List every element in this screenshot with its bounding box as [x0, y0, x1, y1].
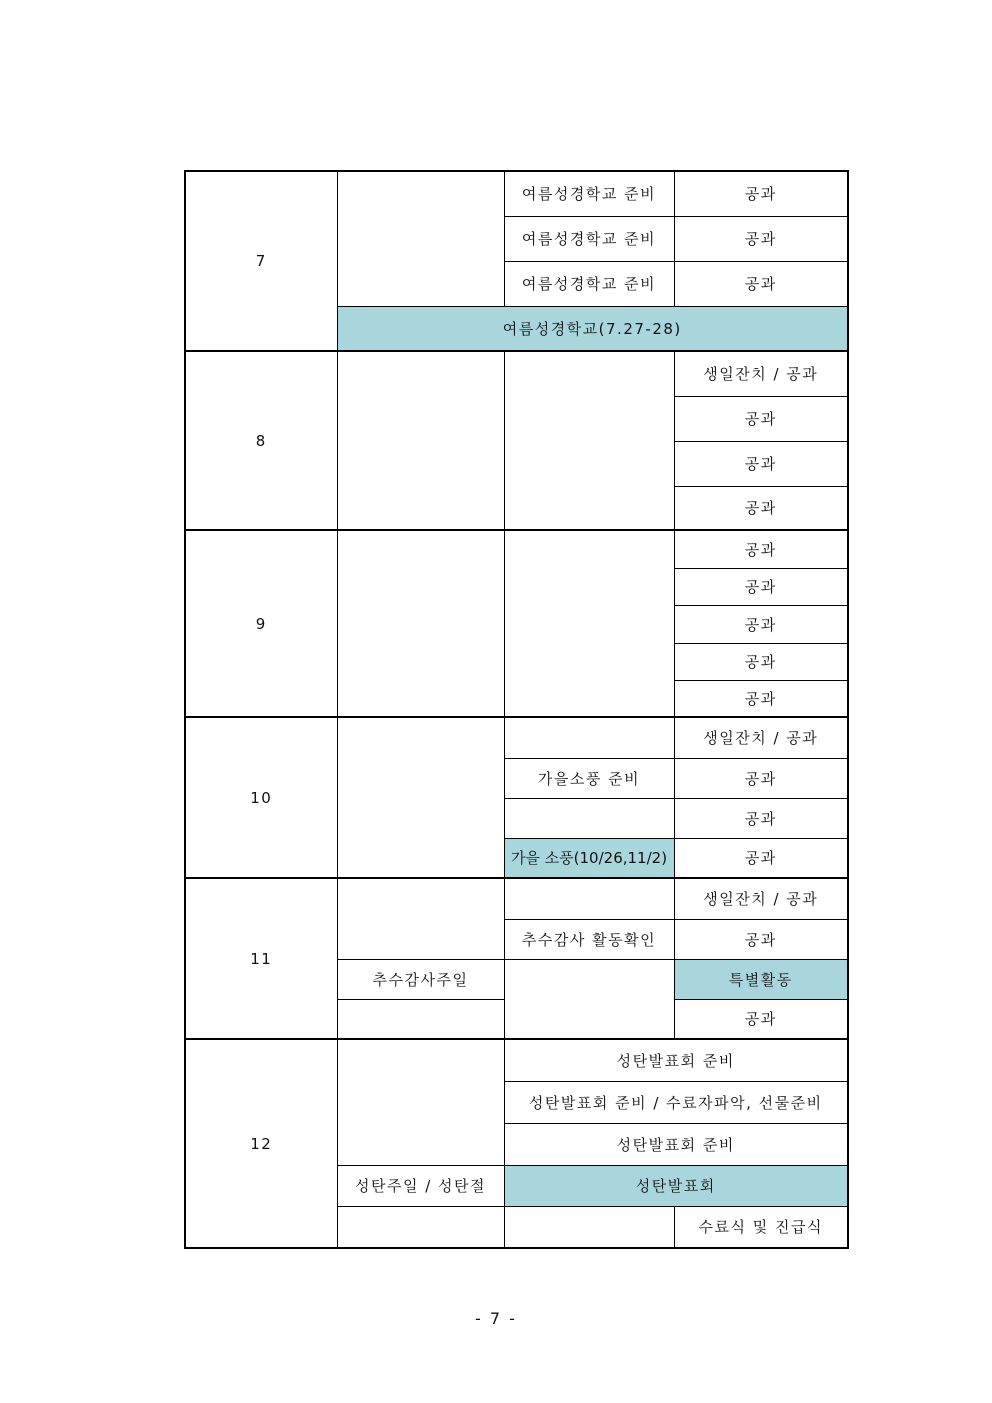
- month-cell-oct: 10: [185, 717, 337, 878]
- lesson-cell: 생일잔치 / 공과: [674, 878, 848, 919]
- lesson-cell: 공과: [674, 999, 848, 1039]
- sunday-cell: 성탄주일 / 성탄절: [337, 1165, 504, 1206]
- sunday-cell: [337, 171, 504, 306]
- sunday-cell: [337, 351, 504, 530]
- lesson-cell: 공과: [674, 441, 848, 486]
- lesson-cell: 공과: [674, 643, 848, 680]
- table-row: [185, 171, 848, 216]
- table-row: [185, 1039, 848, 1081]
- lesson-cell: 공과: [674, 680, 848, 717]
- month-cell-sep: 9: [185, 530, 337, 717]
- table-row: [185, 530, 848, 568]
- table-row: [185, 351, 848, 396]
- event-cell: 여름성경학교 준비: [504, 216, 674, 261]
- autumn-picnic-cell: 가을 소풍(10/26,11/2): [504, 838, 674, 878]
- lesson-cell: 공과: [674, 530, 848, 568]
- sunday-cell: 추수감사주일: [337, 959, 504, 999]
- lesson-cell: 공과: [674, 798, 848, 838]
- event-cell: [504, 1206, 674, 1248]
- month-cell-nov: 11: [185, 878, 337, 1039]
- event-cell: 추수감사 활동확인: [504, 919, 674, 959]
- event-cell: [504, 798, 674, 838]
- lesson-cell: 공과: [674, 568, 848, 605]
- lesson-cell: 공과: [674, 396, 848, 441]
- sunday-cell: [337, 1206, 504, 1248]
- event-cell: [504, 717, 674, 758]
- table-row: [185, 878, 848, 919]
- lesson-cell: 수료식 및 진급식: [674, 1206, 848, 1248]
- special-activity-cell: 특별활동: [674, 959, 848, 999]
- lesson-cell: 공과: [674, 838, 848, 878]
- month-cell-dec: 12: [185, 1039, 337, 1248]
- schedule-table: [184, 170, 849, 1249]
- lesson-cell: 공과: [674, 605, 848, 643]
- lesson-cell: 공과: [674, 171, 848, 216]
- month-cell-jul: 7: [185, 171, 337, 351]
- merged-event-cell: 성탄발표회 준비 / 수료자파악, 선물준비: [504, 1081, 848, 1123]
- lesson-cell: 공과: [674, 261, 848, 306]
- table-row: [185, 717, 848, 758]
- christmas-recital-banner: 성탄발표회: [504, 1165, 848, 1206]
- month-cell-aug: 8: [185, 351, 337, 530]
- event-cell: [504, 351, 674, 530]
- event-cell: [504, 878, 674, 919]
- lesson-cell: 공과: [674, 486, 848, 530]
- event-cell: [504, 959, 674, 1039]
- sunday-cell: [337, 530, 504, 717]
- page-number: - 7 -: [475, 1309, 517, 1328]
- sunday-cell: [337, 1039, 504, 1165]
- sunday-cell: [337, 999, 504, 1039]
- event-cell: 가을소풍 준비: [504, 758, 674, 798]
- lesson-cell: 생일잔치 / 공과: [674, 351, 848, 396]
- event-cell: [504, 530, 674, 717]
- lesson-cell: 공과: [674, 919, 848, 959]
- summer-bible-school-banner: 여름성경학교(7.27-28): [337, 306, 848, 351]
- lesson-cell: 생일잔치 / 공과: [674, 717, 848, 758]
- sunday-cell: [337, 717, 504, 878]
- lesson-cell: 공과: [674, 758, 848, 798]
- event-cell: 여름성경학교 준비: [504, 171, 674, 216]
- merged-event-cell: 성탄발표회 준비: [504, 1123, 848, 1165]
- lesson-cell: 공과: [674, 216, 848, 261]
- sunday-cell: [337, 878, 504, 959]
- merged-event-cell: 성탄발표회 준비: [504, 1039, 848, 1081]
- event-cell: 여름성경학교 준비: [504, 261, 674, 306]
